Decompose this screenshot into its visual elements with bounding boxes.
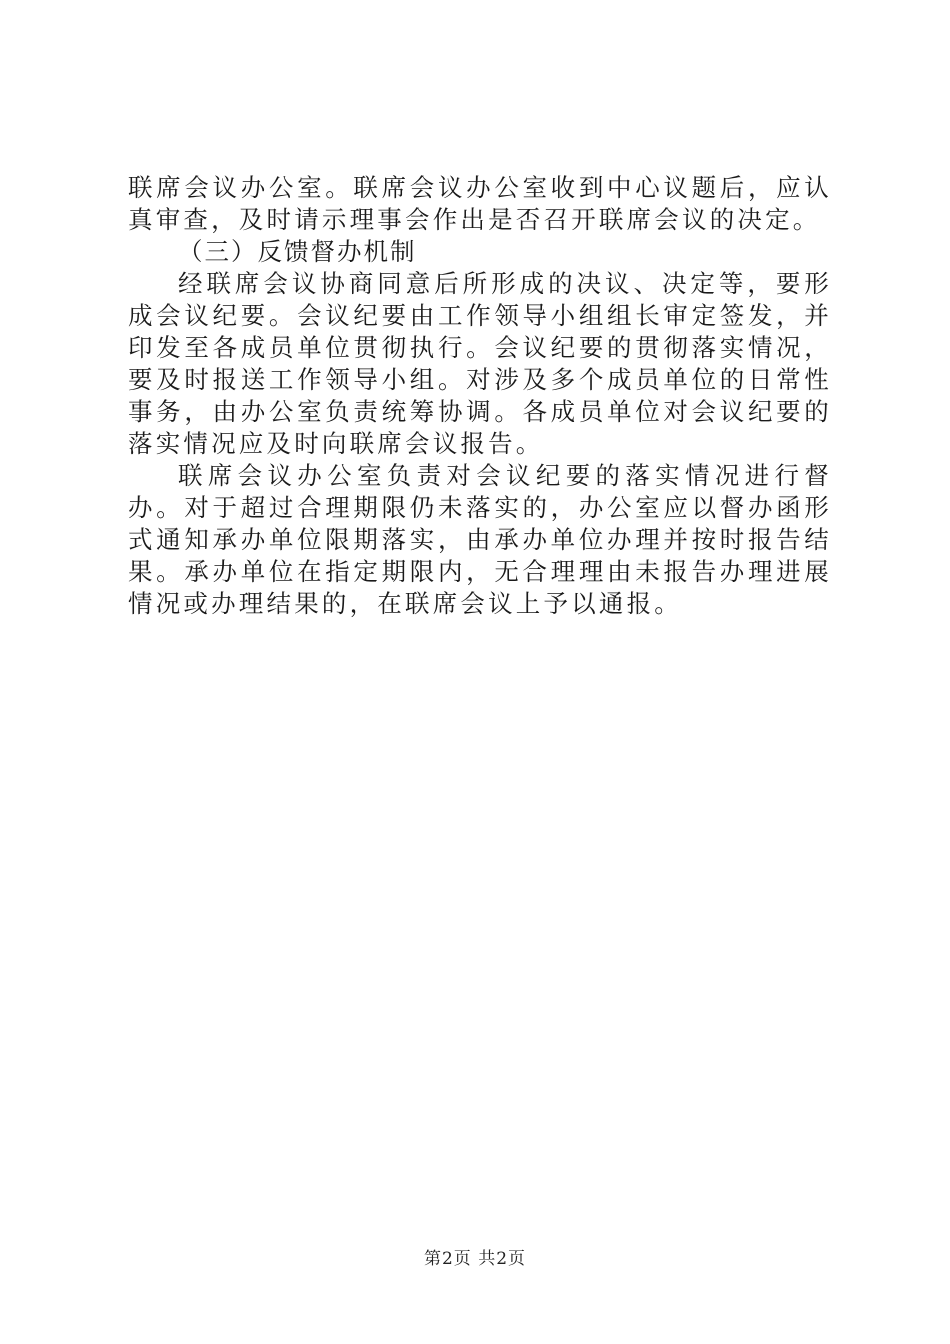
- paragraph-continuation: 联席会议办公室。联席会议办公室收到中心议题后，应认真审查，及时请示理事会作出是否召开联席会议的决定。: [128, 173, 832, 234]
- page-number-footer: 第2页 共2页: [423, 1249, 527, 1269]
- paragraph-supervision: 联席会议办公室负责对会议纪要的落实情况进行督办。对于超过合理期限仍未落实的，办公室应以督办函形式通知承办单位限期落实，由承办单位办理并按时报告结果。承办单位在指定期限内，无合理理由未报告办理进展情况或办理结果的，在联席会议上予以通报。: [128, 461, 832, 618]
- document-body: [128, 172, 832, 620]
- section-heading: （三）反馈督办机制: [178, 237, 417, 266]
- paragraph-meeting-minutes: 经联席会议协商同意后所形成的决议、决定等，要形成会议纪要。会议纪要由工作领导小组组长审定签发，并印发至各成员单位贯彻执行。会议纪要的贯彻落实情况，要及时报送工作领导小组。对涉及多个成员单位的日常性事务，由办公室负责统筹协调。各成员单位对会议纪要的落实情况应及时向联席会议报告。: [128, 269, 832, 458]
